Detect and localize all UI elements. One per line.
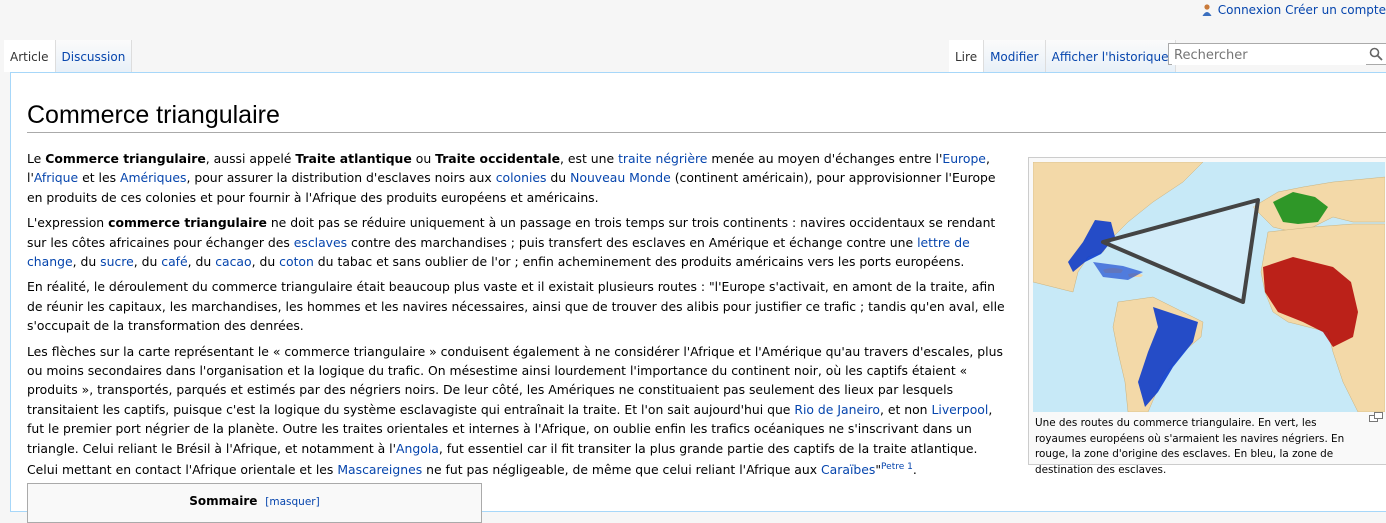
figure-caption: Une des routes du commerce triangulaire. En vert, les royaumes européens où s'armaient les navires négriers. En rouge, la zone d'origine des esclaves. En bleu, la zone de destination des esclaves.	[1035, 417, 1345, 476]
text-run: , aussi appelé	[205, 151, 296, 166]
article-link[interactable]: Caraïbes	[821, 462, 876, 478]
bold-term: Traite atlantique	[295, 151, 412, 166]
article-link[interactable]: café	[161, 254, 188, 270]
text-run: du tabac et sans oublier de l'or ; enfin acheminement des produits américains vers les ports européens.	[313, 254, 965, 270]
text-run: (continent américain), pour approvisionner l'Europe en produits de ces colonies et pour fournir à l'Afrique des produits européens et américains.	[27, 170, 996, 205]
tab-discussion[interactable]: Discussion	[56, 40, 133, 72]
enlarge-icon[interactable]	[1369, 412, 1383, 422]
text-run: , du	[187, 254, 216, 270]
article-body	[27, 149, 1011, 486]
text-run: , l'	[27, 151, 990, 186]
article-link[interactable]: Angola	[396, 440, 439, 456]
text-run: contre des marchandises ; puis transfert des esclaves en Amérique et échange contre une	[347, 234, 918, 250]
table-of-contents	[27, 483, 482, 523]
personal-links	[1204, 2, 1386, 17]
text-run: et les	[78, 170, 120, 186]
article-link[interactable]: Nouveau Monde	[570, 170, 671, 186]
text-run: du	[546, 170, 571, 186]
namespace-tabs	[4, 40, 132, 72]
text-run: L'expression	[27, 215, 109, 231]
text-run: , du	[133, 254, 162, 270]
article-link[interactable]: lettre de change	[27, 234, 970, 270]
search-input[interactable]	[1172, 45, 1366, 65]
tab-edit[interactable]: Modifier	[984, 40, 1046, 72]
article-link[interactable]: Afrique	[33, 170, 79, 186]
reference-link[interactable]: Petre 1	[881, 462, 913, 473]
triangular-trade-map[interactable]	[1033, 162, 1385, 412]
create-account-link[interactable]: Créer un compte	[1285, 3, 1386, 17]
text-run: , pour assurer la distribution d'esclaves noirs aux	[186, 170, 496, 186]
text-run: , et non	[879, 401, 932, 417]
article-link[interactable]: coton	[279, 254, 314, 270]
article-link[interactable]: sucre	[100, 254, 134, 270]
article-link[interactable]: Rio de Janeiro	[794, 401, 880, 417]
map-figure	[1028, 157, 1386, 476]
article-link[interactable]: Europe	[942, 151, 986, 166]
text-run: , est une	[560, 151, 619, 166]
paragraph-1	[27, 149, 1011, 207]
text-run: ne doit pas se réduire uniquement à un passage en trois temps sur trois continents : navires occidentaux se rendant sur les côtes africaines pour échanger des	[27, 215, 996, 250]
tab-article[interactable]: Article	[4, 40, 56, 72]
search-box	[1168, 43, 1386, 65]
search-icon[interactable]	[1369, 47, 1383, 61]
text-run: , du	[251, 254, 280, 270]
text-run: , fut essentiel car il fit transiter la plus grande partie des captifs de la traite atlantique. Celui mettant en contact l'Afrique orientale et les	[27, 440, 978, 478]
text-run: Le	[27, 151, 46, 166]
text-run: , fut le premier port négrier de la planète. Outre les traites orientales et internes à l'Afrique, on oublie enfin les trafics océaniques ne s'inscrivant dans un triangle. Celui reliant le Brésil à l'Afrique, et notamment à l'	[27, 401, 993, 456]
article-link[interactable]: traite négrière	[618, 151, 708, 166]
article-link[interactable]: Amériques	[119, 170, 187, 186]
text-run: Les flèches sur la carte représentant le « commerce triangulaire » conduisent également à ne considérer l'Afrique et l'Amérique qu'au travers d'escales, plus ou moins secondaires dans l'organisation et la logique du trafic. On mésestime ainsi lourdement l'importance du continent noir, où les captifs étaient « produits », transportés, parqués et estimés par des négriers noirs. De leur côté, les Amériques ne constituaient pas seulement des lieux par lesquels transitaient les captifs, puisque c'est la logique du système esclavagiste qui entraînait la traite. Et l'on sait aujourd'hui que	[27, 343, 1003, 417]
toc-title: Sommaire	[189, 494, 258, 508]
text-run: .	[912, 462, 917, 478]
bold-term: Traite occidentale	[435, 151, 561, 166]
text-run: menée au moyen d'échanges entre l'	[707, 151, 943, 166]
user-icon	[1202, 4, 1212, 16]
bold-term: commerce triangulaire	[108, 215, 267, 231]
text-run: ne fut pas négligeable, de même que celui reliant l'Afrique aux	[422, 462, 822, 478]
article-link[interactable]: colonies	[495, 170, 547, 186]
tab-read[interactable]: Lire	[949, 40, 984, 72]
toc-toggle-link[interactable]: [masquer]	[265, 496, 320, 508]
article-link[interactable]: Mascareignes	[337, 462, 423, 478]
view-tabs	[949, 40, 1176, 72]
paragraph-2	[27, 213, 1011, 271]
login-link[interactable]: Connexion	[1217, 3, 1282, 17]
paragraph-3	[27, 277, 1011, 335]
text-run: "	[875, 462, 882, 478]
text-run: , du	[72, 254, 101, 270]
article-link[interactable]: cacao	[215, 254, 252, 270]
paragraph-4	[27, 342, 1011, 480]
page-title: Commerce triangulaire	[27, 101, 1386, 133]
article-link[interactable]: esclaves	[293, 234, 348, 250]
text-run: ou	[411, 151, 436, 166]
text-run: En réalité, le déroulement du commerce triangulaire était beaucoup plus vaste et il existait plusieurs routes : "l'Europe s'activait, en amont de la traite, afin de réunir les capitaux, les marchandises, les hommes et les navires nécessaires, ainsi que de trouver des alibis pour justifier ce trafic ; tandis qu'en aval, elle s'occupait de la transformation des denrées.	[27, 279, 1005, 334]
article-link[interactable]: Liverpool	[931, 401, 989, 417]
article-content	[10, 72, 1386, 512]
bold-term: Commerce triangulaire	[45, 151, 206, 166]
tab-history[interactable]: Afficher l'historique	[1046, 40, 1176, 72]
